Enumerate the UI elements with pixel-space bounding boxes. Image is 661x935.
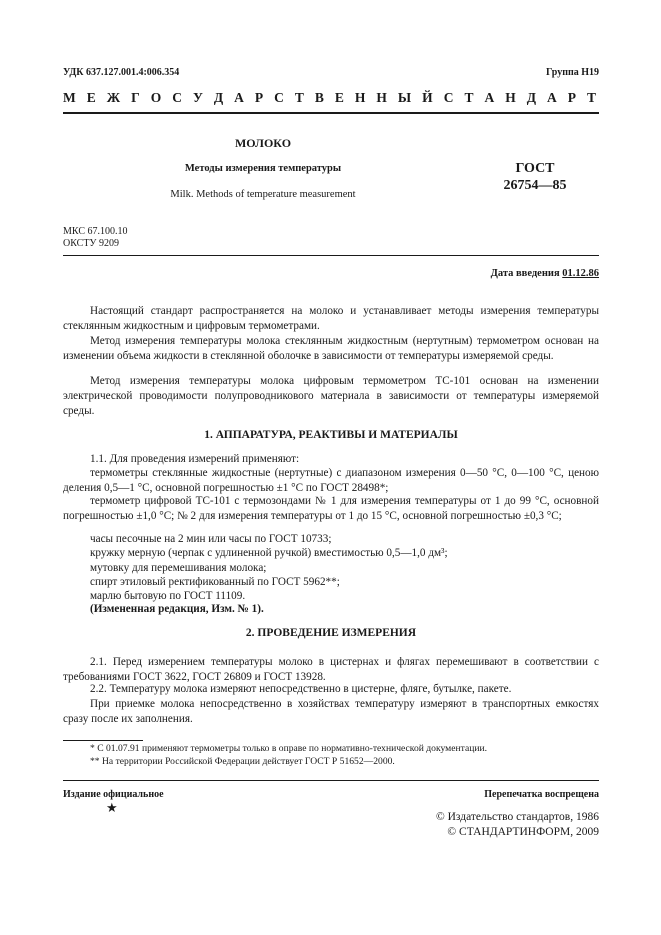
section2-paragraph: 2.1. Перед измерением температуры молоко в цистернах и флягах перемешивают в соответствии с требованиями ГОСТ 3622, ГОСТ 26809 и ГОСТ 13928. — [63, 656, 599, 683]
standard-banner: М Е Ж Г О С У Д А Р С Т В Е Н Н Ы Й С Т А Н Д А Р Т — [63, 90, 599, 105]
list-item: марлю бытовую по ГОСТ 11109. — [90, 590, 246, 602]
okstu-code: ОКСТУ 9209 — [63, 238, 120, 249]
codes-rule — [63, 255, 599, 256]
revision-note: (Измененная редакция, Изм. № 1). — [90, 603, 264, 615]
english-title: Milk. Methods of temperature measurement — [170, 189, 356, 200]
mks-code: МКС 67.100.10 — [63, 226, 128, 237]
document-title: МОЛОКО — [234, 136, 292, 150]
list-item: термометр цифровой ТС-101 с термозондами № 1 для измерения температуры от 1 до 99 °С, основной погрешностью ±1,0 °С; № 2 для измерения температуры от 1 до 15 °С, основной погрешностью ±0,3 °С; — [63, 495, 599, 522]
list-item: кружку мерную (черпак с удлиненной ручкой) вместимостью 0,5—1,0 дм³; — [90, 547, 448, 559]
gost-label: ГОСТ — [515, 161, 555, 176]
section1-lead: 1.1. Для проведения измерений применяют: — [90, 453, 300, 465]
section2-paragraph: При приемке молока непосредственно в хозяйствах температуру измеряют в транспортных емкостях сразу после их заполнения. — [63, 698, 599, 725]
document-subtitle: Методы измерения температуры — [184, 163, 342, 174]
group-code: Группа Н19 — [546, 67, 599, 78]
section1-heading: 1. АППАРАТУРА, РЕАКТИВЫ И МАТЕРИАЛЫ — [204, 429, 458, 441]
reprint-prohibited: Перепечатка воспрещена — [484, 789, 599, 800]
udk-code: УДК 637.127.001.4:006.354 — [63, 67, 180, 78]
list-item: термометры стеклянные жидкостные (нертутные) с диапазоном измерения 0—50 °С, 0—100 °С, ценою деления 0,5—1 °С, основной погрешностью ±1 °С по ГОСТ 28498*; — [63, 467, 599, 494]
intro-paragraph: Настоящий стандарт распространяется на молоко и устанавливает методы измерения температуры стеклянным жидкостным и цифровым термометрами. — [63, 305, 599, 332]
section2-paragraph: 2.2. Температуру молока измеряют непосредственно в цистерне, фляге, бутылке, пакете. — [90, 683, 512, 695]
copyright-publisher: © Издательство стандартов, 1986 — [435, 811, 599, 823]
intro-date-value: 01.12.86 — [562, 268, 599, 279]
section2-heading: 2. ПРОВЕДЕНИЕ ИЗМЕРЕНИЯ — [245, 627, 417, 639]
intro-paragraph: Метод измерения температуры молока цифровым термометром ТС-101 основан на изменении электрической проводимости полупроводникового материала в зависимости от температуры измеряемой среды. — [63, 375, 599, 417]
footnote: ** На территории Российской Федерации действует ГОСТ Р 51652—2000. — [90, 756, 395, 767]
gost-number: 26754—85 — [503, 178, 567, 193]
footnote-rule — [63, 740, 143, 741]
footer-rule — [63, 780, 599, 781]
list-item: спирт этиловый ректификованный по ГОСТ 5962**; — [90, 576, 340, 588]
official-edition: Издание официальное — [63, 789, 164, 800]
intro-paragraph: Метод измерения температуры молока стеклянным жидкостным (нертутным) термометром основан на изменении объема жидкости в стеклянной оболочке в зависимости от температуры измеряемой среды. — [63, 335, 599, 362]
copyright-standartinform: © СТАНДАРТИНФОРМ, 2009 — [447, 826, 599, 838]
list-item: мутовку для перемешивания молока; — [90, 562, 267, 574]
intro-date — [491, 268, 599, 279]
star-icon: ★ — [106, 800, 118, 815]
intro-date-label: Дата введения — [490, 268, 560, 279]
list-item: часы песочные на 2 мин или часы по ГОСТ 10733; — [90, 533, 332, 545]
footnote: * С 01.07.91 применяют термометры только в оправе по нормативно-технической документации. — [90, 743, 488, 754]
header-rule — [63, 112, 599, 114]
